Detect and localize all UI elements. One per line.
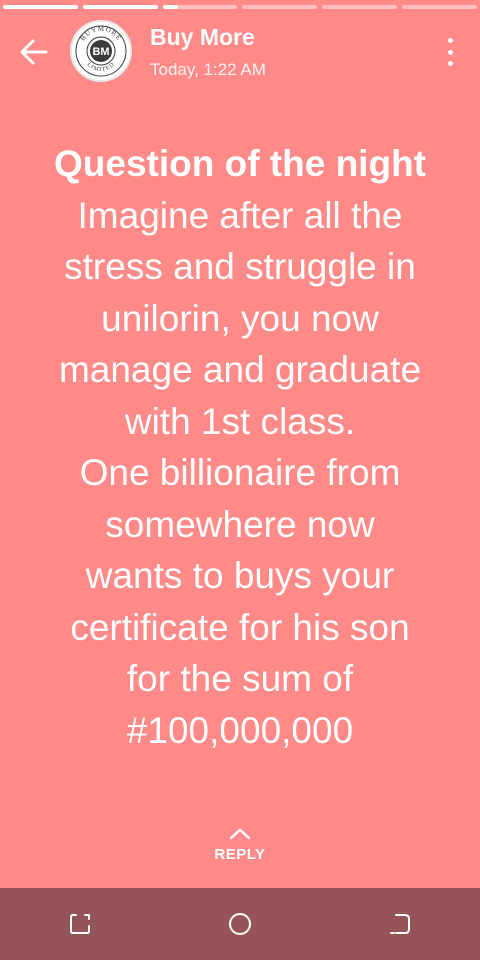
system-nav-bar — [0, 888, 480, 960]
dot-icon — [448, 61, 453, 66]
dot-icon — [448, 50, 453, 55]
status-line: unilorin, you now — [101, 297, 379, 339]
status-line: for the sum of — [126, 658, 354, 699]
svg-text:LIMITED: LIMITED — [85, 61, 117, 74]
status-line: Question of the night — [53, 143, 426, 184]
progress-fill — [83, 5, 158, 9]
status-line: stress and struggle in — [64, 246, 416, 287]
dot-icon — [448, 38, 453, 43]
progress-fill — [163, 5, 178, 9]
home-button[interactable] — [210, 894, 270, 954]
reply-button[interactable] — [190, 826, 290, 876]
back-button[interactable] — [14, 32, 54, 72]
status-timestamp: Today, 1:22 AM — [150, 60, 266, 79]
progress-segment — [402, 5, 477, 9]
progress-segment — [242, 5, 317, 9]
status-line: somewhere now — [105, 503, 375, 545]
status-line: One billionaire from — [79, 452, 401, 493]
home-circle-icon — [227, 911, 253, 937]
svg-text:BM: BM — [92, 46, 110, 58]
reply-label: REPLY — [214, 846, 266, 863]
progress-fill — [3, 5, 78, 9]
status-line: certificate for his son — [70, 606, 410, 648]
progress-segment — [3, 5, 78, 9]
back-nav-button[interactable] — [370, 894, 430, 954]
contact-name[interactable]: Buy More — [150, 24, 255, 50]
chevron-up-icon — [228, 826, 252, 840]
recents-icon — [68, 912, 92, 936]
more-options-button[interactable] — [438, 34, 462, 70]
back-nav-icon — [388, 912, 412, 936]
status-line: manage and graduate — [58, 349, 422, 390]
story-progress — [3, 5, 477, 9]
status-line: with 1st class. — [124, 400, 356, 442]
progress-segment — [322, 5, 397, 9]
progress-segment — [163, 5, 238, 9]
buymore-logo — [72, 22, 130, 80]
progress-segment — [83, 5, 158, 9]
recents-button[interactable] — [50, 894, 110, 954]
arrow-left-icon — [18, 36, 50, 68]
status-line: wants to buys your — [85, 555, 395, 596]
status-line: Imagine after all the — [77, 194, 403, 236]
status-header — [0, 16, 480, 88]
svg-text:BUYMORE: BUYMORE — [78, 24, 124, 43]
avatar[interactable] — [70, 20, 132, 82]
status-line: #100,000,000 — [126, 709, 354, 751]
status-text — [16, 138, 464, 756]
